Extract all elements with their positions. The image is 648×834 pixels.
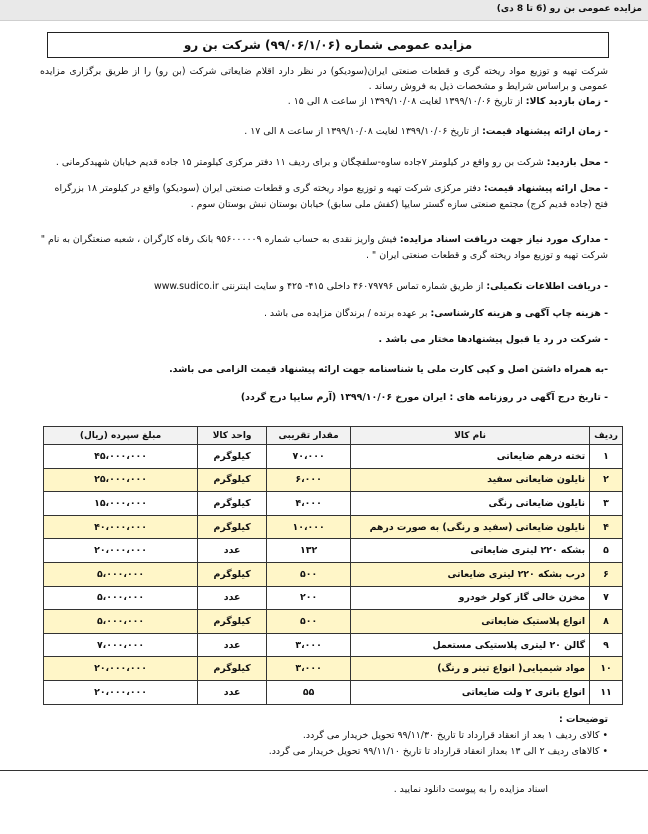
info-item-label: - محل ارائه پیشنهاد قیمت: [483, 183, 608, 194]
intro-paragraph: شرکت تهیه و توزیع مواد ریخته گری و قطعات صنعتی ایران(سودیکو) در نظر دارد اقلام ضایعاتی شرکت (بن رو) را از طریق برگزاری مزایده عمومی و براساس شرایط و مشخصات ذیل به فروش رساند . [40, 66, 608, 92]
info-item-label: - هزینه چاپ آگهی و هزینه کارشناسی: [430, 308, 608, 319]
cell-quantity: ۵۰۰ [267, 562, 351, 586]
cell-unit: عدد [198, 539, 267, 563]
cell-row-number: ۱۱ [590, 680, 623, 704]
cell-unit: کیلوگرم [198, 492, 267, 516]
cell-quantity: ۷۰،۰۰۰ [267, 445, 351, 469]
cell-row-number: ۲ [590, 468, 623, 492]
table-row [44, 468, 623, 492]
header-item-name: نام کالا [351, 427, 590, 445]
download-note: اسناد مزایده را به پیوست دانلود نمایید . [393, 784, 548, 795]
table-row [44, 633, 623, 657]
info-item-label: -به همراه داشتن اصل و کپی کارت ملی یا شناسنامه جهت ارائه پیشنهاد قیمت الزامی می باشد. [169, 364, 608, 375]
cell-quantity: ۱۳۲ [267, 539, 351, 563]
cell-quantity: ۶،۰۰۰ [267, 468, 351, 492]
table-row [44, 515, 623, 539]
cell-row-number: ۶ [590, 562, 623, 586]
cell-row-number: ۱ [590, 445, 623, 469]
info-item [40, 332, 608, 348]
info-item-text: شرکت بن رو واقع در کیلومتر ۷جاده ساوه-سلفچگان و برای ردیف ۱۱ دفتر مرکزی کیلومتر ۱۵ جاده قدیم خیابان شهیدکرمانی . [55, 157, 547, 168]
header-unit: واحد کالا [198, 427, 267, 445]
cell-item-name: نایلون ضایعاتی رنگی [351, 492, 590, 516]
note-line-2: • کالاهای ردیف ۲ الی ۱۳ بعداز انعقاد قرارداد تا تاریخ ۹۹/۱۱/۱۰ تحویل خریدار می گردد. [268, 746, 608, 757]
cell-item-name: گالن ۲۰ لیتری پلاستیکی مستعمل [351, 633, 590, 657]
cell-quantity: ۵۵ [267, 680, 351, 704]
info-item [40, 232, 608, 264]
cell-row-number: ۱۰ [590, 657, 623, 681]
cell-unit: عدد [198, 633, 267, 657]
cell-quantity: ۳،۰۰۰ [267, 633, 351, 657]
table-row [44, 657, 623, 681]
notes-section [60, 712, 608, 760]
cell-quantity: ۵۰۰ [267, 610, 351, 634]
cell-item-name: انواع باتری ۲ ولت ضایعاتی [351, 680, 590, 704]
info-item-label: - تاریخ درج آگهی در روزنامه های : ایران مورخ ۱۳۹۹/۱۰/۰۶ (آرم سایپا درج گردد) [240, 392, 608, 403]
info-item [40, 181, 608, 213]
info-item-text: از طریق شماره تماس ۴۶۰۷۹۷۹۶ داخلی ۴۱۵- ۴۲۵ و سایت اینترنتی www.sudico.ir [154, 281, 487, 292]
cell-unit: کیلوگرم [198, 562, 267, 586]
info-item [40, 362, 608, 378]
cell-deposit: ۲۰،۰۰۰،۰۰۰ [44, 657, 198, 681]
table-row [44, 562, 623, 586]
cell-unit: عدد [198, 680, 267, 704]
cell-deposit: ۵،۰۰۰،۰۰۰ [44, 586, 198, 610]
table-row [44, 539, 623, 563]
cell-row-number: ۸ [590, 610, 623, 634]
table-row [44, 445, 623, 469]
table-row [44, 492, 623, 516]
cell-quantity: ۲۰۰ [267, 586, 351, 610]
cell-deposit: ۵،۰۰۰،۰۰۰ [44, 562, 198, 586]
cell-item-name: مواد شیمیایی( انواع تینر و رنگ) [351, 657, 590, 681]
cell-row-number: ۵ [590, 539, 623, 563]
header-deposit: مبلغ سپرده (ریال) [44, 427, 198, 445]
info-item-text: فیش واریز نقدی به حساب شماره ۹۵۶۰۰۰۰۰۹ بانک رفاه کارگران ، شعبه صنعتگران به نام " شرکت تهیه و توزیع مواد ریخته گری و قطعات صنعتی ایران " . [40, 234, 608, 261]
cell-unit: کیلوگرم [198, 515, 267, 539]
header-quantity: مقدار تقریبی [267, 427, 351, 445]
cell-quantity: ۳،۰۰۰ [267, 657, 351, 681]
cell-deposit: ۷،۰۰۰،۰۰۰ [44, 633, 198, 657]
info-item-label: - زمان ارائه پیشنهاد قیمت: [482, 126, 608, 137]
cell-deposit: ۴۰،۰۰۰،۰۰۰ [44, 515, 198, 539]
info-item-label: - شرکت در رد یا قبول پیشنهادها مختار می باشد . [378, 334, 608, 345]
cell-deposit: ۴۵،۰۰۰،۰۰۰ [44, 445, 198, 469]
info-item-text: از تاریخ ۱۳۹۹/۱۰/۰۶ لغایت ۱۳۹۹/۱۰/۰۸ از ساعت ۸ الی ۱۵ . [287, 96, 526, 107]
info-item-label: - محل بازدید: [546, 157, 608, 168]
info-item-label: - مدارک مورد نیاز جهت دریافت اسناد مزایده: [399, 234, 608, 245]
info-item [40, 124, 608, 140]
cell-row-number: ۳ [590, 492, 623, 516]
cell-row-number: ۹ [590, 633, 623, 657]
cell-item-name: تخته درهم ضایعاتی [351, 445, 590, 469]
info-item-text: بر عهده برنده / برندگان مزایده می باشد . [263, 308, 431, 319]
cell-unit: کیلوگرم [198, 657, 267, 681]
top-bar-title: مزایده عمومی بن رو (6 تا 8 دی) [496, 4, 642, 14]
cell-item-name: مخزن خالی گاز کولر خودرو [351, 586, 590, 610]
header-row-number: ردیف [590, 427, 623, 445]
note-line-1: • کالای ردیف ۱ بعد از انعقاد قرارداد تا تاریخ ۹۹/۱۱/۳۰ تحویل خریدار می گردد. [302, 730, 608, 741]
info-item [40, 306, 608, 322]
page-title: مزایده عمومی شماره (۹۹/۰۶/۱/۰۶) شرکت بن رو [47, 32, 609, 58]
info-item-label: - زمان بازدید کالا: [525, 96, 608, 107]
notes-heading: توضیحات : [559, 714, 608, 725]
info-item-label: - دریافت اطلاعات تکمیلی: [486, 281, 608, 292]
cell-row-number: ۴ [590, 515, 623, 539]
cell-item-name: نایلون ضایعاتی (سفید و رنگی) به صورت درهم [351, 515, 590, 539]
cell-deposit: ۵،۰۰۰،۰۰۰ [44, 610, 198, 634]
cell-unit: کیلوگرم [198, 445, 267, 469]
cell-unit: عدد [198, 586, 267, 610]
cell-item-name: بشکه ۲۲۰ لیتری ضایعاتی [351, 539, 590, 563]
divider [0, 770, 648, 771]
cell-deposit: ۱۵،۰۰۰،۰۰۰ [44, 492, 198, 516]
table-row [44, 586, 623, 610]
table-header-row [44, 427, 623, 445]
cell-quantity: ۱۰،۰۰۰ [267, 515, 351, 539]
cell-deposit: ۲۰،۰۰۰،۰۰۰ [44, 539, 198, 563]
info-item-text: دفتر مرکزی شرکت تهیه و توزیع مواد ریخته گری و قطعات صنعتی ایران (سودیکو) واقع در کیلومتر ۱۸ بزرگراه فتح (جاده قدیم کرج) مجتمع صنعتی سازه گستر سایپا (کفش ملی سابق) خیابان بوستان نبش بوستان سوم . [54, 183, 608, 210]
info-item-text: از تاریخ ۱۳۹۹/۱۰/۰۶ لغایت ۱۳۹۹/۱۰/۰۸ از ساعت ۸ الی ۱۷ . [244, 126, 483, 137]
cell-item-name: درب بشکه ۲۲۰ لیتری ضایعاتی [351, 562, 590, 586]
cell-row-number: ۷ [590, 586, 623, 610]
cell-deposit: ۲۵،۰۰۰،۰۰۰ [44, 468, 198, 492]
cell-unit: کیلوگرم [198, 468, 267, 492]
cell-item-name: نایلون ضایعاتی سفید [351, 468, 590, 492]
cell-deposit: ۲۰،۰۰۰،۰۰۰ [44, 680, 198, 704]
info-item [40, 390, 608, 406]
top-bar [0, 0, 648, 21]
info-item [40, 155, 608, 171]
table-row [44, 610, 623, 634]
info-item [40, 279, 608, 295]
cell-unit: کیلوگرم [198, 610, 267, 634]
items-table [43, 426, 623, 705]
cell-item-name: انواع پلاستیک ضایعاتی [351, 610, 590, 634]
info-item [40, 94, 608, 110]
table-row [44, 680, 623, 704]
cell-quantity: ۴،۰۰۰ [267, 492, 351, 516]
